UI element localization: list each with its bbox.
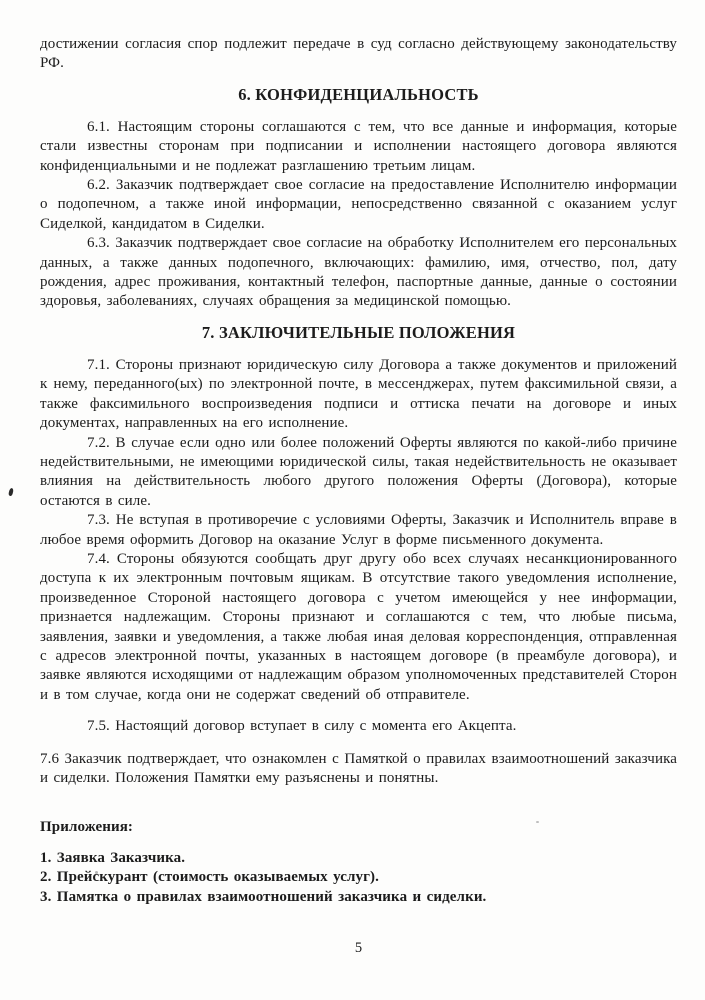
clause-7-4: 7.4. Стороны обязуются сообщать друг другу обо всех случаях несанкционированного доступа к их электронным почтовым ящикам. В отсутствие такого уведомления исполнение, произведенное Стороной настоящего договора с учетом имеющейся у нее информации, признается надлежащим. Стороны признают и соглашаются с тем, что любые письма, заявления, заявки и уведомления, а также любая иная деловая корреспонденция, отправленная с адресов электронной почты, указанных в настоящем договоре (в преамбуле договора), и заявке являются исходящими от надлежащим образом уполномоченных представителей Сторон и в том случае, когда они не содержат сведений об отправителе. [40, 550, 677, 703]
section-7-heading: 7. ЗАКЛЮЧИТЕЛЬНЫЕ ПОЛОЖЕНИЯ [201, 322, 516, 342]
page-number: 5 [354, 940, 363, 956]
clause-6-3: 6.3. Заказчик подтверждает свое согласие на обработку Исполнителем его персональных данных, а также данных подопечного, включающих: фамилию, имя, отчество, пол, дату рождения, адрес проживания, контактный телефон, паспортные данные, данные о состоянии здоровья, заболеваниях, случаях обращения за медицинской помощью. [40, 235, 678, 310]
clause-7-2: 7.2. В случае если одно или более положений Оферты являются по какой-либо причине недействительными, не имеющими юридической силы, такая недействительность не оказывает влияния на действительность любого другого положения Оферты (Договора), которые остаются в силе. [40, 434, 677, 509]
attachment-item-2: 2. Прейскурант (стоимость оказываемых услуг). [40, 869, 379, 886]
scan-artifact [8, 488, 14, 497]
clause-7-3: 7.3. Не вступая в противоречие с условиями Оферты, Заказчик и Исполнитель вправе в любое время оформить Договор на оказание Услуг в форме письменного документа. [40, 512, 677, 548]
clause-7-5: 7.5. Настоящий договор вступает в силу с момента его Акцепта. [87, 718, 517, 735]
clause-7-1: 7.1. Стороны признают юридическую силу Договора а также документов и приложений к нему, переданного(ых) по электронной почте, в мессенджерах, путем факсимильной связи, а также факсимильного воспроизведения подписи и оттиска печати на договоре и иных документах, направленных на его исполнение. [40, 356, 677, 432]
scan-artifact [536, 821, 539, 823]
clause-7-6: 7.6 Заказчик подтверждает, что ознакомлен с Памяткой о правилах взаимоотношений заказчика и сиделки. Положения Памятки ему разъяснены и понятны. [40, 750, 677, 786]
section-6-heading: 6. КОНФИДЕНЦИАЛЬНОСТЬ [238, 84, 479, 104]
attachments-heading: Приложения: [40, 819, 134, 836]
scan-artifact [95, 871, 98, 874]
clause-6-1: 6.1. Настоящим стороны соглашаются с тем, что все данные и информация, которые стали известны сторонам при подписании и исполнении настоящего договора являются конфиденциальными и не подлежат разглашению третьим лицам. [40, 118, 677, 174]
document-content [40, 35, 677, 907]
attachment-item-1: 1. Заявка Заказчика. [40, 849, 186, 866]
paragraph-continuation: достижении согласия спор подлежит передаче в суд согласно действующему законодательству РФ. [40, 36, 677, 72]
attachment-item-3: 3. Памятка о правилах взаимоотношений заказчика и сиделки. [40, 888, 487, 905]
clause-6-2: 6.2. Заказчик подтверждает свое согласие на предоставление Исполнителю информации о подопечном, а также иной информации, непосредственно связанной с оказанием услуг Сиделкой, кандидатом в Сиделки. [40, 177, 677, 232]
